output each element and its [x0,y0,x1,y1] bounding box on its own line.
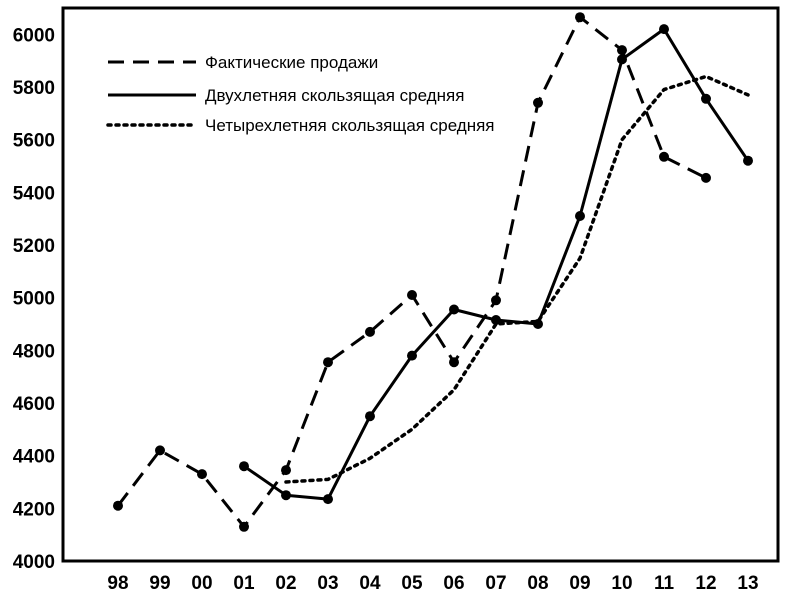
data-point-marker [617,54,627,64]
data-point-marker [701,94,711,104]
x-tick-label: 10 [611,573,633,594]
x-tick-label: 98 [107,573,129,594]
y-tick-label: 5800 [12,78,55,99]
data-point-marker [281,490,291,500]
y-tick-label: 4400 [12,446,55,468]
data-point-marker [365,327,375,337]
y-tick-label: 5600 [12,130,55,152]
x-tick-label: 08 [527,573,549,594]
data-point-marker [323,357,333,367]
data-point-marker [449,357,459,367]
x-tick-label: 12 [695,573,717,594]
data-point-marker [617,45,627,55]
data-point-marker [407,290,417,300]
data-point-marker [575,12,585,22]
x-tick-label: 11 [653,573,675,594]
y-tick-label: 5000 [12,288,55,310]
data-point-marker [449,305,459,315]
data-point-marker [659,152,669,162]
y-tick-label: 5400 [12,183,55,205]
y-tick-label: 6000 [12,25,55,47]
legend-label: Четырехлетняя скользящая средняя [205,116,495,135]
data-point-marker [155,445,165,455]
x-tick-label: 04 [359,573,381,594]
x-tick-label: 03 [317,573,339,594]
data-point-marker [659,24,669,34]
x-tick-label: 13 [737,573,759,594]
x-tick-label: 09 [569,573,591,594]
data-point-marker [197,469,207,479]
data-point-marker [365,411,375,421]
x-axis-tick-labels [107,573,758,594]
x-tick-label: 07 [485,573,507,594]
data-point-marker [743,156,753,166]
data-point-marker [491,295,501,305]
data-point-marker [323,494,333,504]
legend-label: Фактические продажи [205,53,379,72]
x-tick-label: 00 [191,573,213,594]
y-tick-label: 5200 [12,236,55,257]
data-point-marker [701,173,711,183]
data-point-marker [239,522,249,532]
data-point-marker [239,461,249,471]
y-tick-label: 4200 [12,499,55,521]
x-tick-label: 99 [149,573,171,594]
y-tick-label: 4000 [12,552,55,573]
data-point-marker [281,465,291,475]
legend-label: Двухлетняя скользящая средняя [205,86,465,105]
x-tick-label: 02 [275,573,297,594]
y-tick-label: 4800 [12,341,55,363]
x-tick-label: 05 [401,573,423,594]
x-tick-label: 06 [443,573,465,594]
data-point-marker [113,501,123,511]
data-point-marker [407,351,417,361]
y-axis-tick-labels [13,25,55,573]
data-point-marker [533,98,543,108]
x-tick-label: 01 [233,573,255,594]
data-point-marker [575,211,585,221]
y-tick-label: 4600 [12,394,55,415]
